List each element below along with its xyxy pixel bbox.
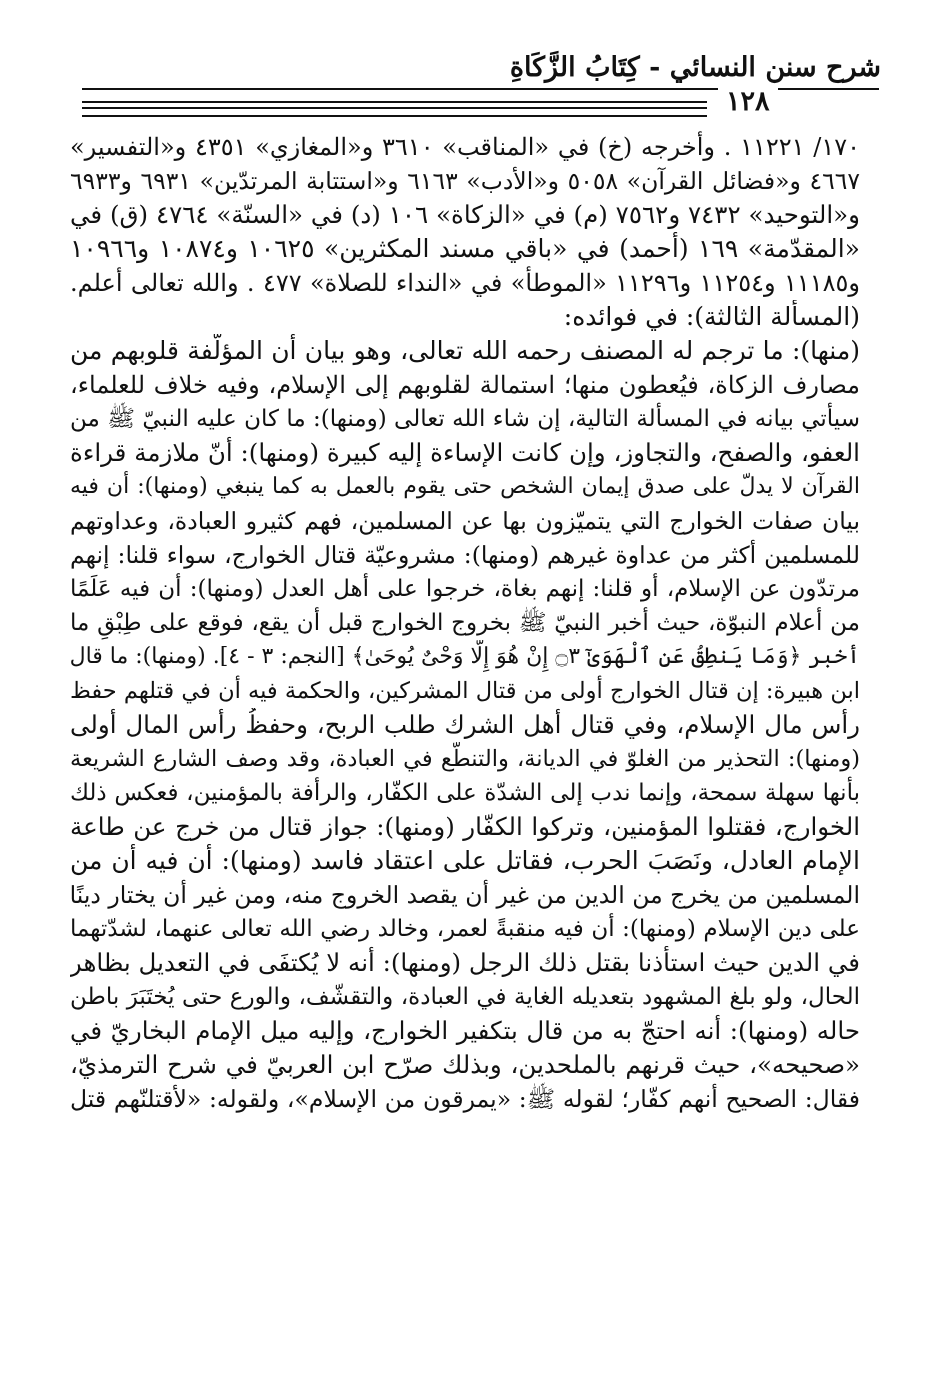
text-line: الإمام العادل، ونَصَبَ الحرب، فقاتل على اعتقاد فاسد (ومنها): أن فيه أن من	[70, 846, 860, 875]
text-line: المسلمين من يخرج من الدين من غير أن يقصد الخروج منه، ومن غير أن يختار دينًا	[70, 881, 860, 909]
text-line: و١١١٨٥ و١١٢٥٤ و١١٢٩٦ «الموطأ» في «النداء للصلاة» ٤٧٧ . والله تعالى أعلم.	[70, 269, 860, 297]
text-line: «صحيحه»، حيث قرنهم بالملحدين، وبذلك صرّح ابن العربيّ في شرح الترمذيّ،	[70, 1050, 860, 1079]
text-line: ابن هبيرة: إن قتال الخوارج أولى من قتال المشركين، والحكمة فيه أن في قتلهم حفظ	[70, 678, 860, 704]
text-line: ٤٦٦٧ و«فضائل القرآن» ٥٠٥٨ و«الأدب» ٦١٦٣ و«استتابة المرتدّين» ٦٩٣١ و٦٩٣٣	[70, 167, 860, 195]
text-line: من أعلام النبوّة، حيث أخبر النبيّ ﷺ بخروج الخوارج قبل أن يقع، فوقع على طِبْقِ ما	[70, 610, 860, 636]
text-line: في الدين حيث استأذنا بقتل ذلك الرجل (ومنها): أنه لا يُكتفَى في التعديل بظاهر	[70, 948, 860, 977]
running-title: شرح سنن النسائي - كِتَابُ الزَّكَاةِ	[509, 52, 881, 83]
text-line: (منها): ما ترجم له المصنف رحمه الله تعالى، وهو بيان أن المؤلّفة قلوبهم من	[70, 336, 860, 365]
text-line: (ومنها): التحذير من الغلوّ في الديانة، والتنطّع في العبادة، وقد وصف الشارع الشريعة	[70, 746, 860, 772]
text-line: الخوارج، فقتلوا المؤمنين، وتركوا الكفّار (ومنها): جواز قتال من خرج عن طاعة	[70, 812, 860, 841]
text-line: مصارف الزكاة، فيُعطون منها؛ استمالة لقلوبهم إلى الإسلام، وفيه خلاف للعلماء،	[70, 371, 860, 399]
section-heading: (المسألة الثالثة): في فوائده:	[563, 302, 860, 331]
body-text	[70, 130, 860, 1116]
text-line: بأنها سهلة سمحة، وإنما ندب إلى الشدّة على الكفّار، والرأفة بالمؤمنين، فعكس ذلك	[70, 780, 860, 806]
text-line: فقال: الصحيح أنهم كفّار؛ لقوله ﷺ: «يمرقون من الإسلام»، ولقوله: «لأقتلنّهم قتل	[70, 1085, 860, 1113]
header-double-rule	[82, 101, 707, 117]
text-line: سيأتي بيانه في المسألة التالية، إن شاء الله تعالى (ومنها): ما كان عليه النبيّ ﷺ من	[70, 406, 860, 432]
text-line: و«التوحيد» ٧٤٣٢ و٧٥٦٢ (م) في «الزكاة» ١٠٦ (د) في «السنّة» ٤٧٦٤ (ق) في	[70, 200, 860, 229]
page-number: ١٢٨	[718, 86, 778, 117]
text-line: على دين الإسلام (ومنها): أن فيه منقبةً لعمر، وخالد رضي الله تعالى عنهما، لشدّتهما	[70, 916, 860, 942]
quran-quote-line: أخبر ﴿وَمَا يَنطِقُ عَنِ ٱلْهَوَىٰٓ ۝٣ إِنْ هُوَ إِلَّا وَحْىٌ يُوحَىٰ﴾ [النجم: ٣ - ٤]. (ومنها): ما قال	[70, 644, 860, 669]
text-line: ١٧٠/ ١١٢٢١ . وأخرجه (خ) في «المناقب» ٣٦١٠ و«المغازي» ٤٣٥١ و«التفسير»	[70, 133, 860, 161]
text-line: القرآن لا يدلّ على صدق إيمان الشخص حتى يقوم بالعمل به كما ينبغي (ومنها): أن فيه	[70, 474, 860, 499]
text-line: رأس مال الإسلام، وفي قتال أهل الشرك طلب الربح، وحفظُ رأس المال أولى	[70, 710, 860, 739]
text-line: حاله (ومنها): أنه احتجّ به من قال بتكفير الخوارج، وإليه ميل الإمام البخاريّ في	[70, 1016, 860, 1045]
text-line: «المقدّمة» ١٦٩ (أحمد) في «باقي مسند المكثرين» ١٠٦٢٥ و١٠٨٧٤ و١٠٩٦٦	[70, 234, 860, 263]
text-line: العفو، والصفح، والتجاوز، وإن كانت الإساءة إليه كبيرة (ومنها): أنّ ملازمة قراءة	[70, 438, 860, 467]
text-line: بيان صفات الخوارج التي يتميّزون بها عن المسلمين، فهم كثيرو العبادة، وعداوتهم	[70, 507, 860, 535]
text-line: للمسلمين أكثر من عداوة غيرهم (ومنها): مشروعيّة قتال الخوارج، سواء قلنا: إنهم	[70, 541, 860, 569]
text-line: الحال، ولو بلغ المشهود بتعديله الغاية في العبادة، والتقشّف، والورع حتى يُختَبَرَ باطن	[70, 984, 860, 1010]
text-line: مرتدّون عن الإسلام، أو قلنا: إنهم بغاة، خرجوا على أهل العدل (ومنها): أن فيه عَلَمًا	[70, 576, 860, 602]
